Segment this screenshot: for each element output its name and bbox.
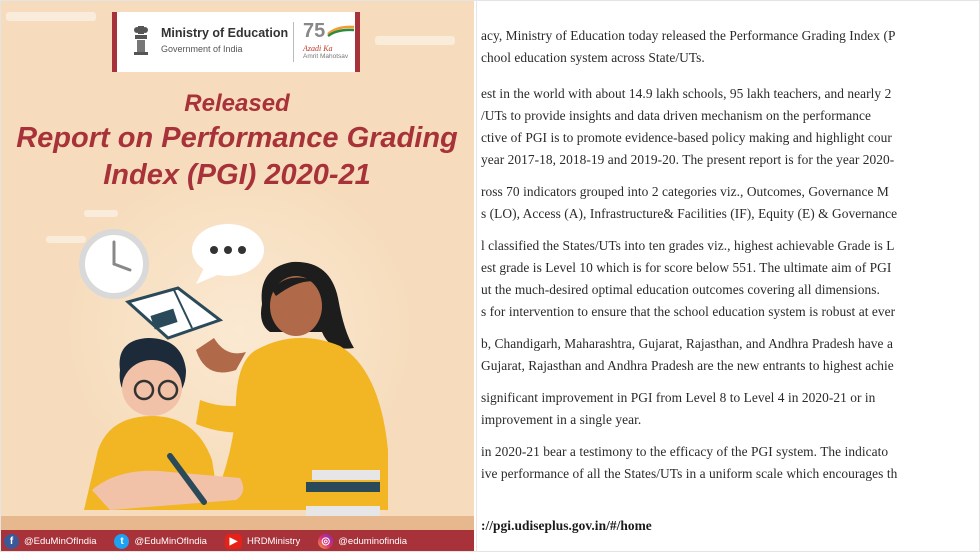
released-label: Released — [184, 90, 290, 117]
pgi-portal-link[interactable]: ://pgi.udiseplus.gov.in/#/home — [481, 518, 652, 533]
pgi-poster-image — [0, 0, 474, 552]
youtube-icon: ▶ — [225, 534, 242, 549]
document-line: chool education system across State/UTs. — [481, 50, 705, 65]
speech-bubble-icon — [192, 224, 264, 284]
document-line: ut the much-desired optimal education outcomes covering all dimensions. — [481, 282, 880, 297]
report-title-line-1: Report on Performance Grading — [16, 122, 458, 154]
open-book-icon — [128, 288, 220, 338]
azadi-text: Azadi Ka — [303, 44, 333, 53]
document-line: s for intervention to ensure that the school education system is robust at ever — [481, 304, 896, 319]
azadi-number: 75 — [303, 20, 326, 42]
document-line: ross 70 indicators grouped into 2 categories viz., Outcomes, Governance M — [481, 184, 889, 199]
social-handle: @eduminofindia — [338, 535, 408, 547]
decorative-bar — [375, 36, 455, 45]
social-handle: @EduMinOfIndia — [134, 535, 207, 547]
document-line: s (LO), Access (A), Infrastructure& Facilities (IF), Equity (E) & Governance — [481, 206, 898, 221]
facebook-icon: f — [4, 534, 19, 549]
document-line: ctive of PGI is to promote evidence-based policy making and highlight cour — [481, 130, 892, 145]
social-instagram — [318, 534, 407, 549]
tricolor-swoosh-icon — [327, 24, 355, 38]
document-line: est grade is Level 10 which is for score below 551. The ultimate aim of PGI — [481, 260, 892, 275]
document-line: b, Chandigarh, Maharashtra, Gujarat, Rajasthan, and Andhra Pradesh have a — [481, 336, 893, 351]
press-release-document — [476, 0, 980, 552]
social-handle: HRDMinistry — [246, 535, 301, 547]
ministry-name: Ministry of Education — [161, 26, 289, 40]
document-line: /UTs to provide insights and data driven mechanism on the performance — [481, 108, 871, 123]
document-line: Gujarat, Rajasthan and Andhra Pradesh are the new entrants to highest achie — [481, 358, 894, 373]
twitter-icon: t — [114, 534, 129, 549]
social-twitter — [114, 534, 206, 549]
ministry-subtitle: Government of India — [161, 44, 243, 54]
document-line: improvement in a single year. — [481, 412, 642, 427]
document-line: est in the world with about 14.9 lakh schools, 95 lakh teachers, and nearly 2 — [481, 86, 892, 101]
azadi-subtext: Amrit Mahotsav — [303, 53, 349, 60]
instagram-icon: ◎ — [318, 534, 333, 549]
document-line: ive performance of all the States/UTs in a uniform scale which encourages th — [481, 466, 898, 481]
azadi-ka-amrit-mahotsav-logo — [301, 20, 357, 64]
social-footer-bar — [0, 530, 474, 552]
decorative-bar — [84, 210, 118, 217]
document-line: year 2017-18, 2018-19 and 2019-20. The present report is for the year 2020- — [481, 152, 895, 167]
teacher-student-illustration — [0, 220, 474, 530]
logo-divider — [293, 22, 294, 62]
social-facebook — [4, 534, 96, 549]
document-line: in 2020-21 bear a testimony to the efficacy of the PGI system. The indicato — [481, 444, 889, 459]
ministry-logo-box — [112, 12, 360, 72]
social-youtube — [225, 534, 300, 549]
decorative-bar — [6, 12, 96, 21]
report-title — [0, 120, 474, 194]
report-title-line-2: Index (PGI) 2020-21 — [103, 159, 371, 191]
social-handle: @EduMinOfIndia — [24, 535, 97, 547]
document-line: acy, Ministry of Education today released the Performance Grading Index (P — [481, 28, 896, 43]
clock-icon — [82, 232, 146, 296]
desk — [0, 516, 474, 530]
document-line: l classified the States/UTs into ten grades viz., highest achievable Grade is L — [481, 238, 895, 253]
document-line: significant improvement in PGI from Level 8 to Level 4 in 2020-21 or in — [481, 390, 876, 405]
national-emblem-icon — [131, 24, 151, 58]
